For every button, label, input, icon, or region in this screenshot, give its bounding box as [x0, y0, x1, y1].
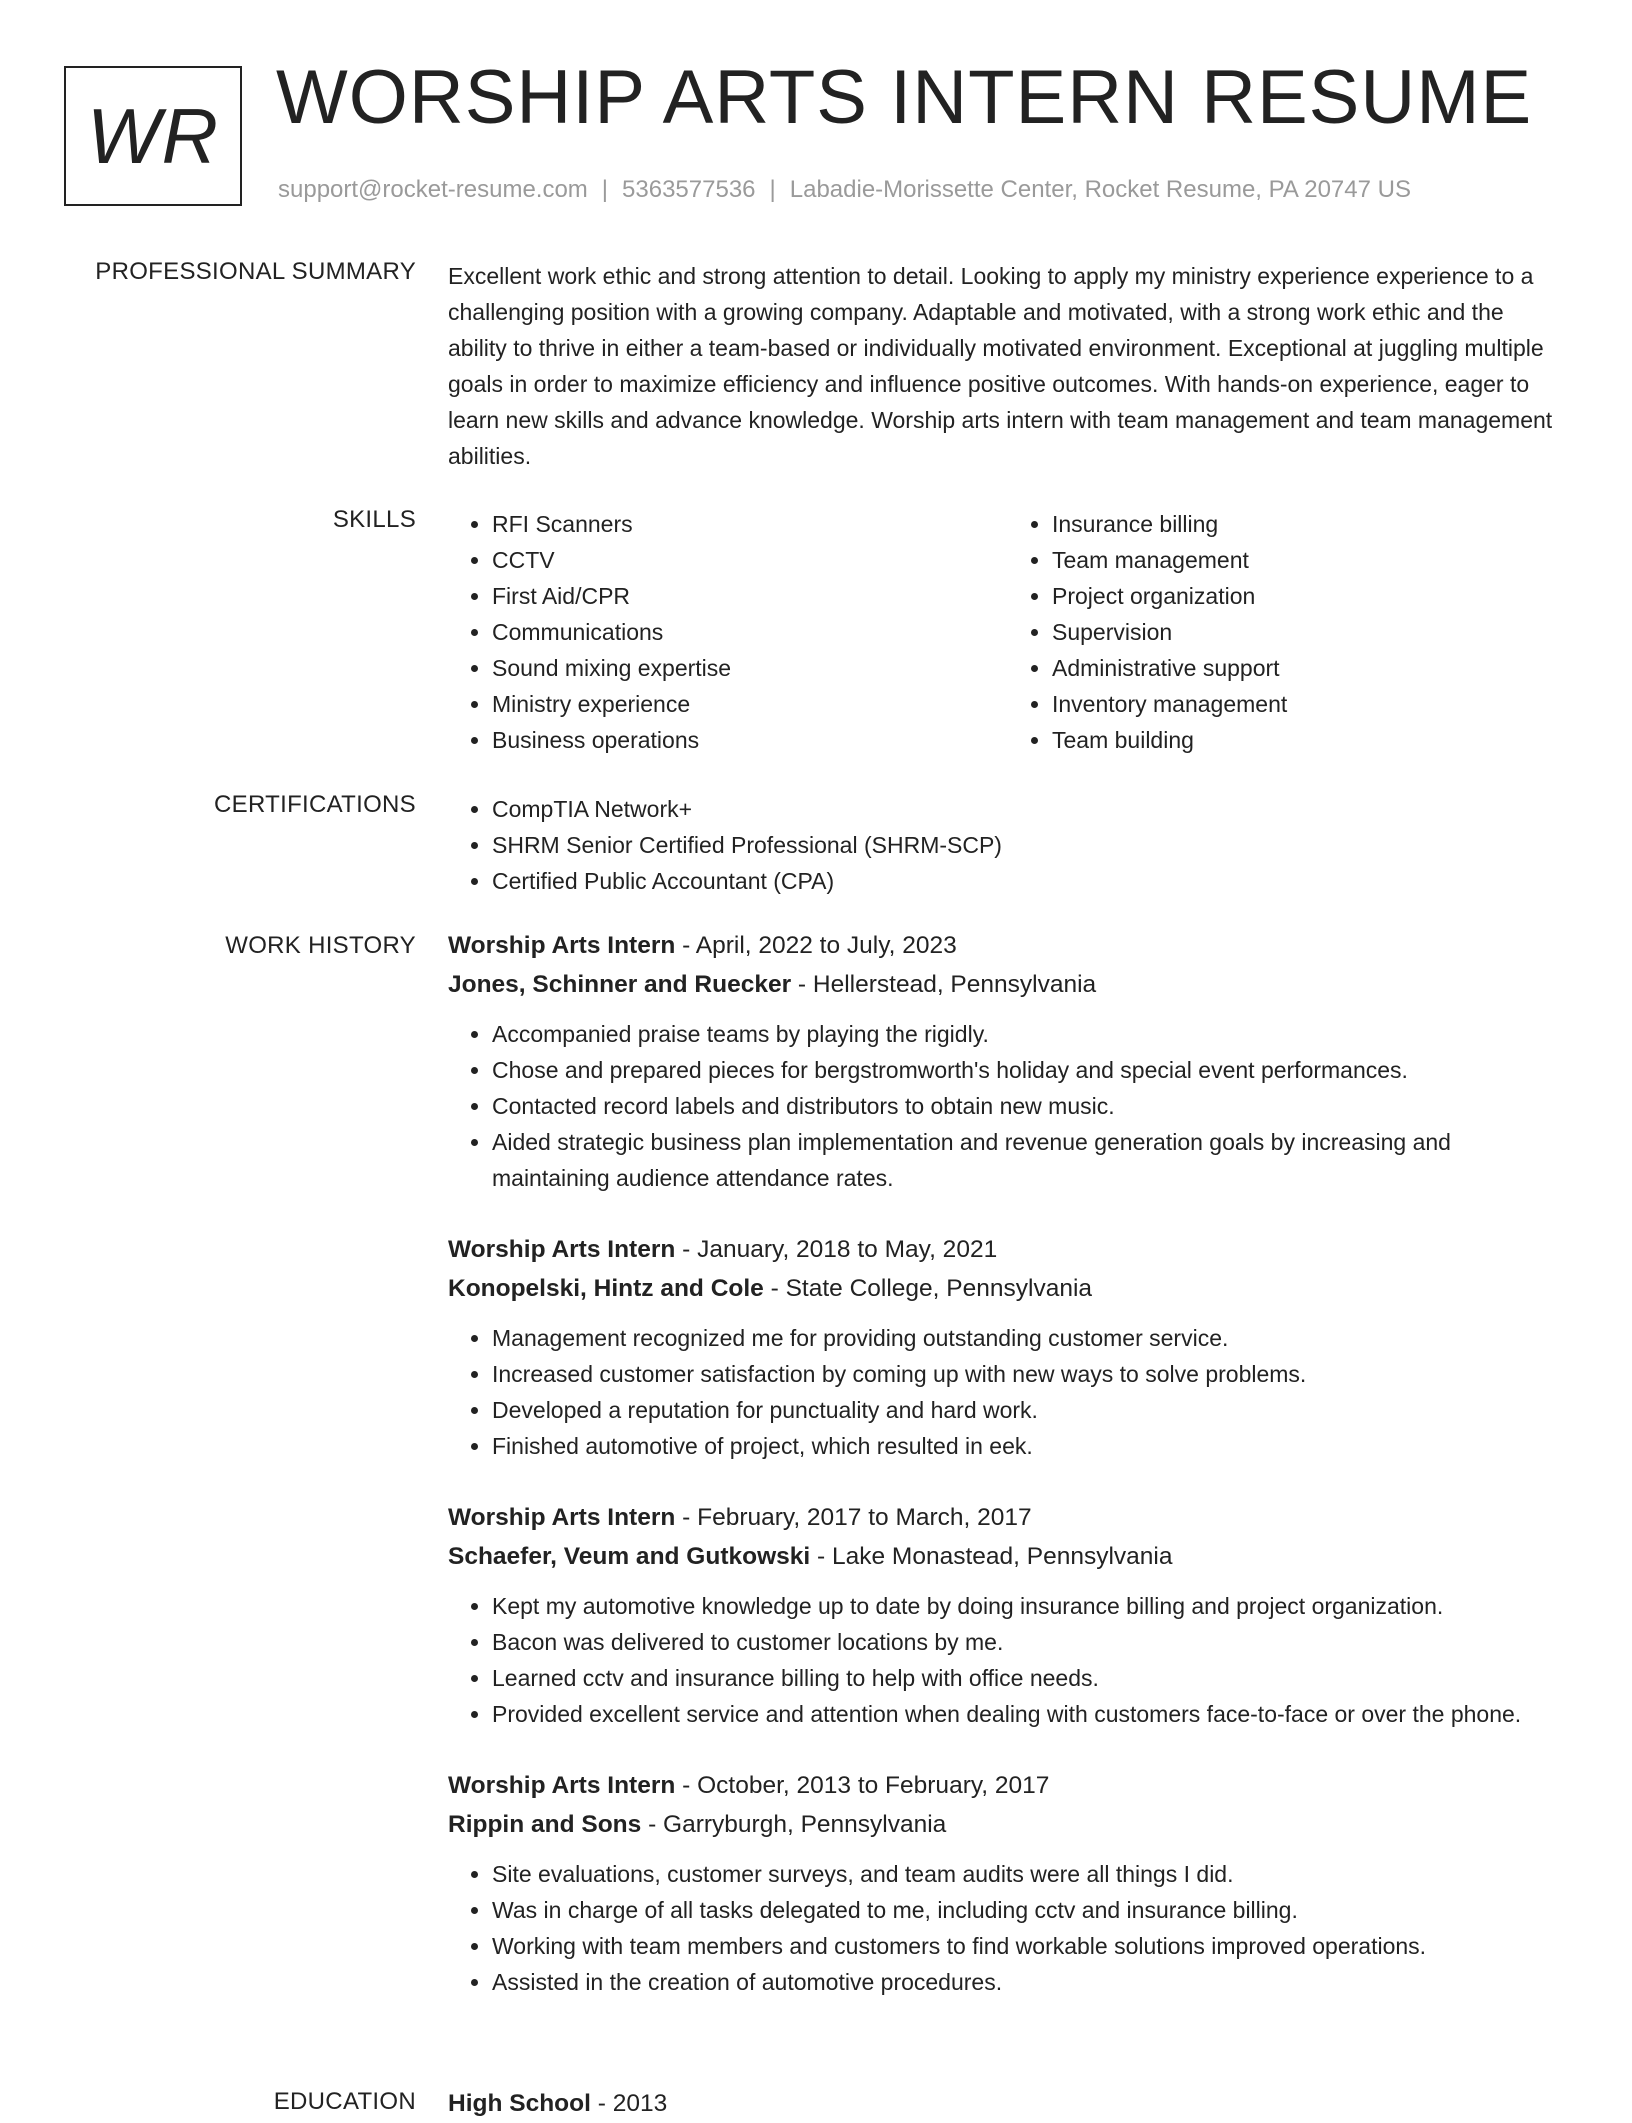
skill-item: • Supervision [1052, 614, 1568, 650]
job-bullet: • Site evaluations, customer surveys, and team audits were all things I did. [492, 1856, 1568, 1892]
job-location: - Garryburgh, Pennsylvania [641, 1811, 947, 1838]
job-company: Rippin and Sons [448, 1811, 642, 1838]
summary-body [448, 258, 1568, 474]
job-bullet: • Contacted record labels and distributors to obtain new music. [492, 1088, 1568, 1124]
job-bullet: • Was in charge of all tasks delegated to me, including cctv and insurance billing. [492, 1892, 1568, 1928]
contact-email: support@rocket-resume.com [278, 176, 588, 203]
job-bullets [448, 1588, 1568, 1732]
skill-item: • CCTV [492, 542, 1008, 578]
job-dates: - February, 2017 to March, 2017 [675, 1504, 1032, 1531]
job-dates: - January, 2018 to May, 2021 [675, 1236, 998, 1263]
monogram-initials: WR [87, 91, 219, 180]
job-title-line [448, 1230, 1568, 1269]
job-bullet: • Working with team members and customers to find workable solutions improved operations. [492, 1928, 1568, 1964]
work-history-label: WORK HISTORY [225, 932, 416, 959]
job-bullet: • Assisted in the creation of automotive procedures. [492, 1964, 1568, 2000]
job-company-line [448, 1537, 1568, 1576]
job-bullets [448, 1320, 1568, 1464]
job-dates: - April, 2022 to July, 2023 [675, 932, 957, 959]
certifications-label: CERTIFICATIONS [214, 791, 416, 818]
job-entry [448, 1498, 1568, 1732]
resume-title: WORSHIP ARTS INTERN RESUME [276, 55, 1533, 140]
job-title: Worship Arts Intern [448, 1772, 676, 1799]
skill-item: • Business operations [492, 722, 1008, 758]
job-title: Worship Arts Intern [448, 1504, 676, 1531]
skill-item: • Project organization [1052, 578, 1568, 614]
contact-address: Labadie-Morissette Center, Rocket Resume, PA 20747 US [789, 176, 1411, 203]
job-bullet: • Management recognized me for providing outstanding customer service. [492, 1320, 1568, 1356]
summary-text: Excellent work ethic and strong attention to detail. Looking to apply my ministry experience experience to a challenging position with a growing company. Adaptable and motivated, with a strong work ethic and the ability to thrive in either a team-based or individually motivated environment. Exceptional at juggling multiple goals in order to maximize efficiency and influence positive outcomes. With hands-on experience, eager to learn new skills and advance knowledge. Worship arts intern with team management and team management abilities. [448, 263, 1553, 469]
summary-label: PROFESSIONAL SUMMARY [95, 258, 416, 285]
certification-item: • CompTIA Network+ [492, 791, 1568, 827]
job-company: Schaefer, Veum and Gutkowski [448, 1543, 811, 1570]
job-location: - Lake Monastead, Pennsylvania [810, 1543, 1173, 1570]
education-degree: High School [448, 2090, 591, 2117]
job-entry [448, 926, 1568, 1196]
job-bullet: • Provided excellent service and attention when dealing with customers face-to-face or over the phone. [492, 1696, 1568, 1732]
job-bullet: • Finished automotive of project, which resulted in eek. [492, 1428, 1568, 1464]
skill-item: • First Aid/CPR [492, 578, 1008, 614]
job-title: Worship Arts Intern [448, 932, 676, 959]
job-location: - State College, Pennsylvania [763, 1275, 1093, 1302]
skills-body [448, 506, 1568, 758]
job-company-line [448, 965, 1568, 1004]
skills-list-right [1008, 506, 1568, 758]
certifications-body [448, 791, 1568, 899]
contact-line [278, 176, 1411, 204]
skill-item: • Team building [1052, 722, 1568, 758]
certification-item: • Certified Public Accountant (CPA) [492, 863, 1568, 899]
certification-item: • SHRM Senior Certified Professional (SHRM-SCP) [492, 827, 1568, 863]
monogram-box [64, 66, 242, 206]
job-title-line [448, 926, 1568, 965]
skill-item: • RFI Scanners [492, 506, 1008, 542]
skill-item: • Communications [492, 614, 1008, 650]
skill-item: • Sound mixing expertise [492, 650, 1008, 686]
contact-separator: | [601, 176, 609, 203]
job-dates: - October, 2013 to February, 2017 [675, 1772, 1050, 1799]
job-bullet: • Increased customer satisfaction by coming up with new ways to solve problems. [492, 1356, 1568, 1392]
education-label: EDUCATION [273, 2088, 416, 2115]
education-body [448, 2084, 1568, 2123]
job-bullets [448, 1016, 1568, 1196]
skill-item: • Insurance billing [1052, 506, 1568, 542]
certifications-list [448, 791, 1568, 899]
job-location: - Hellerstead, Pennsylvania [791, 971, 1097, 998]
education-line [448, 2084, 1568, 2123]
contact-phone: 5363577536 [622, 176, 756, 203]
work-history-body [448, 926, 1568, 2034]
job-entry [448, 1766, 1568, 2000]
job-company: Konopelski, Hintz and Cole [448, 1275, 764, 1302]
job-bullet: • Bacon was delivered to customer locations by me. [492, 1624, 1568, 1660]
job-company-line [448, 1805, 1568, 1844]
contact-separator: | [769, 176, 776, 203]
job-bullet: • Chose and prepared pieces for bergstromworth's holiday and special event performances. [492, 1052, 1568, 1088]
education-year: - 2013 [590, 2090, 668, 2117]
job-bullet: • Learned cctv and insurance billing to help with office needs. [492, 1660, 1568, 1696]
job-title-line [448, 1766, 1568, 1805]
job-company-line [448, 1269, 1568, 1308]
job-bullet: • Accompanied praise teams by playing the rigidly. [492, 1016, 1568, 1052]
job-entry [448, 1230, 1568, 1464]
job-company: Jones, Schinner and Ruecker [448, 971, 792, 998]
job-bullet: • Developed a reputation for punctuality and hard work. [492, 1392, 1568, 1428]
skills-label: SKILLS [332, 506, 416, 533]
job-bullet: • Kept my automotive knowledge up to date by doing insurance billing and project organization. [492, 1588, 1568, 1624]
skill-item: • Ministry experience [492, 686, 1008, 722]
job-title: Worship Arts Intern [448, 1236, 676, 1263]
skill-item: • Team management [1052, 542, 1568, 578]
job-title-line [448, 1498, 1568, 1537]
skill-item: • Administrative support [1052, 650, 1568, 686]
job-bullet: • Aided strategic business plan implementation and revenue generation goals by increasing and maintaining audience attendance rates. [492, 1124, 1568, 1196]
skills-list-left [448, 506, 1008, 758]
skill-item: • Inventory management [1052, 686, 1568, 722]
job-bullets [448, 1856, 1568, 2000]
